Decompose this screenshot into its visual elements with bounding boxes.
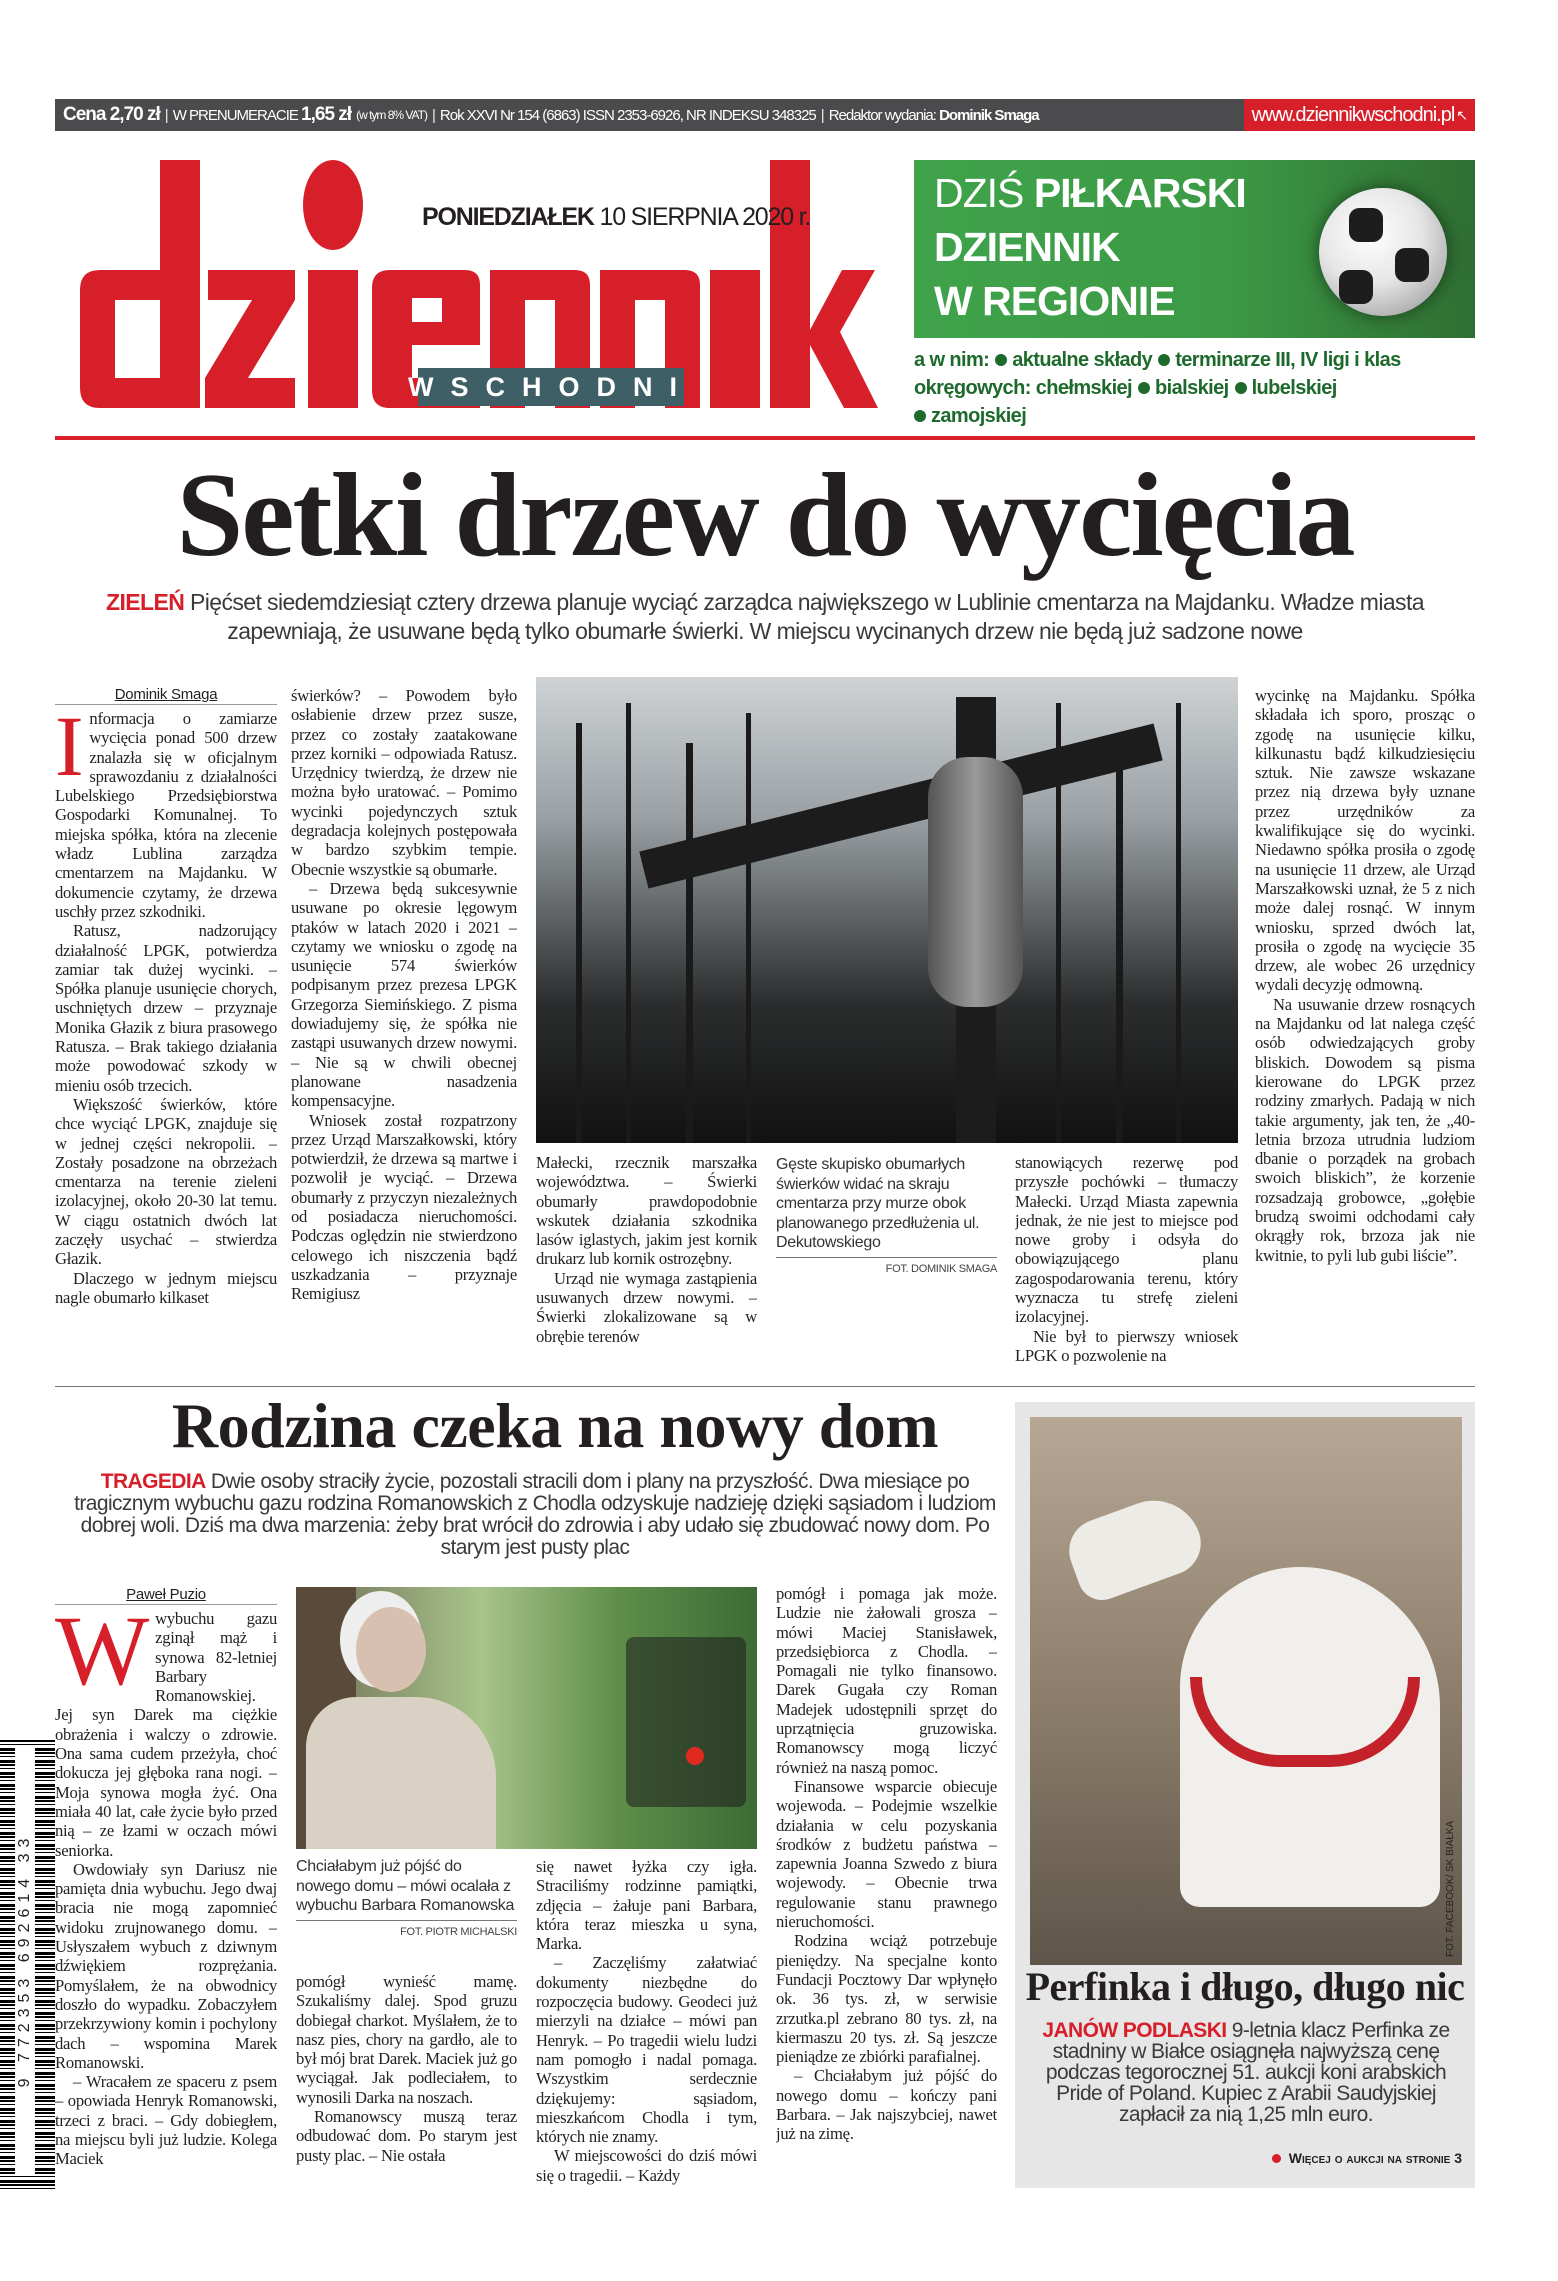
logo-i-dot	[303, 160, 363, 250]
column-text	[536, 1857, 757, 2185]
football-icon	[1319, 188, 1447, 316]
article2-headline[interactable]: Rodzina czeka na nowy dom	[171, 1390, 939, 1461]
article1-photo-caption	[776, 1155, 997, 1279]
cursor-icon: ↖	[1456, 106, 1467, 123]
sidebar-lead-text: 9-letnia klacz Perfinka ze stadniny w Białce osiągnęła najwyższą cenę podczas tegorocznej 51. aukcji koni arabskich Pride of Poland. Kupiec z Arabii Saudyjskiej zapłacił za nią 1,25 mln euro.	[1045, 2019, 1450, 2126]
horse-photo	[1030, 1417, 1462, 1965]
subscription-label: W PRENUMERACIE	[172, 106, 298, 124]
logo-letter-k	[770, 160, 878, 408]
paragraph: stanowiących rezerwę pod przyszłe pochówki – tłumaczy Małecki. Urząd Miasta zapewnia jednak, że nie jest to miejsce pod nowe groby i odsyła do obowiązującego planu zagospodarowania terenu, który wyznacza tu strefę zieleni izolacyjnej.	[1015, 1153, 1238, 1327]
paragraph: Finansowe wsparcie obiecuje wojewoda. – Podejmie wszelkie działania w celu pozyskania środków z budżetu państwa – zapewnia Joanna Szwedo z biura wojewody. – Obecnie trwa regulowanie stanu prawnego nieruchomości.	[776, 1776, 997, 1932]
date: 10 SIERPNIA 2020 r.	[599, 203, 811, 231]
column-text	[1255, 686, 1475, 1265]
promo-intro: a w nim:	[914, 349, 990, 371]
vat-note: (w tym 8% VAT)	[356, 108, 427, 122]
paragraph: Wniosek został rozpatrzony przez Urząd Marszałkowski, który potwierdził, że drzewa są martwe i pozwolił je wyciąć. – Drzewa obumarły z przyczyn niezależnych od posiadacza nieruchomości. Podczas oględzin nie stwierdzono celowego ich niszczenia bądź uszkadzania – przyznaje Remigiusz	[291, 1110, 517, 1304]
sidebar-lead	[1030, 2020, 1462, 2125]
caption-text: Gęste skupisko obumarłych świerków widać na skraju cmentarza przy murze obok planowanego przedłużenia ul. Dekutowskiego	[776, 1156, 980, 1251]
promo-contents	[914, 346, 1484, 430]
article1-column-5	[1255, 686, 1475, 1378]
price: Cena 2,70 zł	[63, 104, 160, 125]
bullet-icon	[1235, 382, 1247, 394]
article1-column-1	[55, 686, 277, 1378]
paragraph: – Zaczęliśmy załatwiać dokumenty niezbędne do rozpoczęcia budowy. Geodeci już mierzyli na działce – mówi pan Henryk. – Po tragedii wielu ludzi nam pomogło i nadal pomaga. Wszystkim serdecznie dziękujemy: sąsiadom, mieszkańcom Chodla i tym, których nie znamy.	[536, 1953, 757, 2147]
paragraph: Ratusz, nadzorujący działalność LPGK, potwierdza zamiar tak dużej wycinki. – Spółka planuje usunięcie chorych, uschniętych drzew – przyznaje Monika Głazik z biura prasowego Ratusza. – Brak takiego działania może powodować szkody w mieniu osób trzecich.	[55, 921, 277, 1095]
woman-head	[356, 1607, 426, 1692]
article2-lead-text: Dwie osoby straciły życie, pozostali stracili dom i plany na przyszłość. Dwa miesiące po tragicznym wybuchu gazu rodzina Romanowskich z Chodla odzyskuje nadzieję dzięki sąsiadom i ludziom dobrej woli. Dziś ma dwa marzenia: żeby brat wrócił do zdrowia i aby udało się zbudować nowy dom. Po starym jest pusty plac	[74, 1470, 996, 1559]
drop-cap: I	[55, 698, 84, 794]
editor-name: Dominik Smaga	[939, 106, 1039, 124]
article1-byline	[55, 686, 277, 705]
photo-credit: FOT. DOMINIK SMAGA	[776, 1257, 997, 1280]
barcode-number: 9 772353 692614 33	[15, 1745, 35, 2175]
photo-credit: FOT. PIOTR MICHALSKI	[296, 1920, 517, 1943]
bullet-icon	[1272, 2154, 1281, 2163]
article2-column-2	[296, 1972, 517, 2192]
column-text	[296, 1972, 517, 2165]
article1-photo-crucifix	[536, 677, 1238, 1143]
paragraph: Nie był to pierwszy wniosek LPGK o pozwolenie na	[1015, 1326, 1238, 1365]
paragraph: Urząd nie wymaga zastąpienia usuwanych drzew nowymi. – Świerki zlokalizowane są w obrębie terenów	[536, 1268, 757, 1346]
more-link[interactable]	[1030, 2150, 1462, 2166]
website-link[interactable]	[1244, 99, 1475, 131]
paragraph: się nawet łyżka czy igła. Straciliśmy rodzinne pamiątki, zdjęcia – żałuje pani Barbara, która teraz mieszka u syna, Marka.	[536, 1857, 757, 1954]
article2-photo-barbara	[296, 1587, 757, 1849]
promo-item: bialskiej	[1155, 377, 1229, 399]
caption-text: Chciałabym już pójść do nowego domu – mówi ocalała z wybuchu Barbara Romanowska	[296, 1858, 515, 1914]
website-url: www.dziennikwschodni.pl	[1251, 103, 1455, 126]
paragraph: pomógł i pomaga jak może. Ludzie nie żałowali grosza – mówi Maciej Stanisławek, przedsiębiorca z Chodla. – Pomagali nie tylko finansowo. Darek Gugała czy Roman Madejek udostępnili sprzęt do uprzątnięcia gruzowiska. Romanowscy mogą liczyć również na naszą pomoc.	[776, 1584, 997, 1777]
subscription-price: 1,65 zł	[301, 104, 352, 125]
article1-lead-text: Pięćset siedemdziesiąt cztery drzewa planuje wyciąć zarządca największego w Lublinie cmentarza na Majdanku. Władze miasta zapewniają, że usuwane będą tylko obumarłe świerki. W miejscu wycinanych drzew nie będą już sadzone nowe	[190, 589, 1424, 644]
bullet-icon	[1158, 354, 1170, 366]
bullet-icon	[995, 354, 1007, 366]
drop-cap: W	[55, 1595, 150, 1706]
column-text	[776, 1584, 997, 2144]
column-text	[536, 1153, 757, 1346]
promo-item: lubelskiej	[1251, 377, 1337, 399]
paragraph: Większość świerków, które chce wyciąć LPGK, znajduje się w jednej części nekropolii. – Zostały posadzone na obrzeżach cmentarza na terenie zieleni izolacyjnej, około 20-30 lat temu. W ciągu ostatnich dwóch lat zaczęły usychać – stwierdza Głazik.	[55, 1094, 277, 1269]
paragraph: Rodzina wciąż potrzebuje pieniędzy. Na specjalne konto Fundacji Pocztowy Dar wpłynęło ok. 36 tys. zł, w serwisie zrzutka.pl zebrano 80 tys. zł, na kiermaszu 20 tys. zł. Są jeszcze pieniądze ze zbiórki parafialnej.	[776, 1931, 997, 2067]
promo-line1-bold: PIŁKARSKI	[1033, 170, 1246, 216]
logo-letter-i	[710, 270, 760, 408]
issue-info: Rok XXVI Nr 154 (6863) ISSN 2353-6926, NR INDEKSU 348325	[439, 106, 816, 124]
football-supplement-promo[interactable]	[914, 160, 1475, 338]
article1-column-3	[536, 1153, 757, 1377]
paragraph: nformacja o zamiarze wycięcia ponad 500 drzew znalazła się w oficjalnym sprawozdaniu z działalności Lubelskiego Przedsiębiorstwa Gospodarki Komunalnej. To miejska spółka, która na zlecenie władz Lublina zarządza cmentarzem na Majdanku. W dokumencie czytamy, że drzewa uschły przez szkodniki.	[55, 709, 277, 921]
article2-column-3	[536, 1857, 757, 2192]
logo-letter-d	[80, 160, 200, 408]
paragraph: W miejscowości do dziś mówi się o tragedii. – Każdy	[536, 2146, 757, 2185]
article2-photo-caption	[296, 1857, 517, 1942]
article1-column-4	[1015, 1153, 1238, 1377]
section-divider	[55, 1386, 1475, 1387]
issue-date	[422, 203, 810, 232]
bullet-icon	[1138, 382, 1150, 394]
ball	[686, 1747, 704, 1765]
crucifix-figure	[928, 757, 1023, 1007]
weekday: PONIEDZIAŁEK	[422, 203, 594, 231]
paragraph: – Chciałabym już pójść do nowego domu – kończy pani Barbara. – Jak najszybciej, nawet już na zimę.	[776, 2066, 997, 2144]
sidebar-kicker: JANÓW PODLASKI	[1042, 2019, 1227, 2042]
promo-item: zamojskiej	[931, 405, 1027, 427]
paragraph: Małecki, rzecznik marszałka województwa. – Świerki obumarły prawdopodobnie wskutek działania szkodnika lasów iglastych, jakim jest kornik drukarz lub kornik ostrozębny.	[536, 1153, 757, 1269]
woman-body	[306, 1697, 496, 1849]
column-text	[1015, 1153, 1238, 1365]
article1-lead	[55, 588, 1475, 646]
trampoline	[626, 1637, 746, 1807]
article2-column-1	[55, 1586, 277, 2192]
price-info-bar: Cena 2,70 zł | W PRENUMERACIE 1,65 zł (w tym 8% VAT) | Rok XXVI Nr 154 (6863) ISSN 2353-6926, NR INDEKSU 348325 | Redaktor wydania: Dominik Smaga www.dziennikwschodni.pl ↖	[55, 99, 1475, 131]
logo-subtitle: WSCHODNI	[418, 368, 684, 406]
paragraph: wycinkę na Majdanku. Spółka składała ich sporo, prosząc o zgodę na usunięcie kilku, kilkunastu bądź kilkudziesięciu sztuk. Nie zawsze wskazane przez nią drzewa były uznane przez urzędników za kwalifikujące się do wycinki. Niedawno spółka prosiła o zgodę na usunięcie 11 drzew, ale Urząd Marszałkowski uznał, że 5 z nich może dalej rosnąć. W innym wniosku, sprzed dwóch lat, prosiła o zgodę na wycięcie 35 drzew, ale wobec 26 urzędnicy wydali decyzję odmowną.	[1255, 686, 1475, 995]
bullet-icon	[914, 410, 926, 422]
paragraph: pomógł wynieść mamę. Szukaliśmy dalej. Spod gruzu dobiegał charkot. Myślałem, że to nasz pies, chory na gardło, ale to był mój brat Darek. Maciek już go wyciągał. Jak podleciałem, to wynosili Darka na noszach.	[296, 1972, 517, 2107]
horse-photo-credit: FOT. FACEBOOK/ SK BIAŁKA	[1445, 1820, 1456, 1957]
logo-letter-i	[308, 270, 358, 408]
promo-item: terminarze III, IV ligi i klas okręgowych: chełmskiej	[914, 349, 1401, 399]
paragraph: wybuchu gazu zginął mąż i synowa 82-letniej Barbary Romanowskiej. Jej syn Darek ma ciężkie obrażenia i walczy o zdrowie. Ona sama cudem przeżyła, choć dokucza jej głęboka rana nogi. – Moja synowa mogła żyć. Ona miała 40 lat, całe życie było przed nią – ze łzami w oczach mówi seniorka.	[55, 1609, 277, 1860]
more-link-text: Więcej o aukcji na stronie 3	[1288, 2150, 1462, 2166]
article2-column-4	[776, 1584, 997, 2192]
article2-lead	[70, 1471, 1000, 1559]
promo-item: aktualne składy	[1012, 349, 1153, 371]
column-text	[55, 698, 277, 1307]
paragraph: świerków? – Powodem było osłabienie drzew przez susze, przez co zostały zaatakowane przez korniki – odpowiada Ratusz. Urzędnicy twierdzą, że drzew nie można było uratować. – Pomimo wycinki pojedynczych sztuk degradacja kolejnych postępowała w bardzo szybkim tempie. Obecnie wszystkie są obumarłe.	[291, 686, 517, 879]
article2-author[interactable]: Paweł Puzio	[126, 1586, 206, 1603]
promo-line3: W REGIONIE	[934, 278, 1175, 324]
paragraph: Na usuwanie drzew rosnących na Majdanku od lat nalega część osób odwiedzających groby bliskich. Dowodem są pisma kierowane do LPGK przez rodziny zmarłych. Padają w nich takie argumenty, jak ten, że „40-letnia brzoza utrudnia ludziom dbanie o porządek na grobach swoich bliskich”, że korzenie rozsadzają grobowce, „gołębie brudzą swoimi odchodami cały okrągły rok, brzoza jak nie kwitnie, to pyli lub gubi liście”.	[1255, 994, 1475, 1265]
horse-head	[1060, 1487, 1210, 1607]
paragraph: – Wracałem ze spaceru z psem – opowiada Henryk Romanowski, trzeci z braci. – Gdy dobiegłem, na miejscu byli już ludzie. Kolega Maciek	[55, 2072, 277, 2169]
article1-author[interactable]: Dominik Smaga	[114, 686, 218, 703]
sidebar-headline[interactable]: Perfinka i długo, długo nic	[1025, 1964, 1465, 2009]
promo-line1-light: DZIŚ	[934, 170, 1024, 216]
column-text	[291, 686, 517, 1304]
article1-headline[interactable]: Setki drzew do wycięcia	[176, 448, 1354, 581]
paragraph: – Drzewa będą sukcesywnie usuwane po okresie lęgowym ptaków w latach 2020 i 2021 – czytamy we wniosku o zgodę na usunięcie 574 świerków podpisanym przez prezesa LPGK Grzegorza Siemińskiego. Z pisma dowiadujemy się, że spółka nie zastąpi usuwanych drzew nowymi. – Nie są w chwili obecnej planowane nasadzenia kompensacyjne.	[291, 878, 517, 1111]
logo-letter-z	[205, 270, 295, 408]
masthead-divider	[55, 436, 1475, 440]
article1-column-2	[291, 686, 517, 1378]
paragraph: Dlaczego w jednym miejscu nagle obumarło kilkaset	[55, 1268, 277, 1307]
article1-kicker: ZIELEŃ	[106, 589, 185, 615]
article2-kicker: TRAGEDIA	[100, 1470, 206, 1493]
promo-line2: DZIENNIK	[934, 224, 1120, 270]
paragraph: Owdowiały syn Dariusz nie pamięta dnia wybuchu. Jego dwaj bracia nie mogą zapomnieć widoku zrujnowanego domu. – Usłyszałem wybuch z dziwnym dźwiękiem rozprężania. Pomyślałem, że na obwodnicy doszło do wypadku. Zobaczyłem przekrzywiony komin i pochylony dach – wspomina Marek Romanowski.	[55, 1859, 277, 2072]
paragraph: Romanowscy muszą teraz odbudować dom. Po starym jest pusty plac. – Nie ostała	[296, 2107, 517, 2165]
editor-label: Redaktor wydania:	[828, 106, 936, 124]
cross-beam	[639, 723, 1162, 888]
